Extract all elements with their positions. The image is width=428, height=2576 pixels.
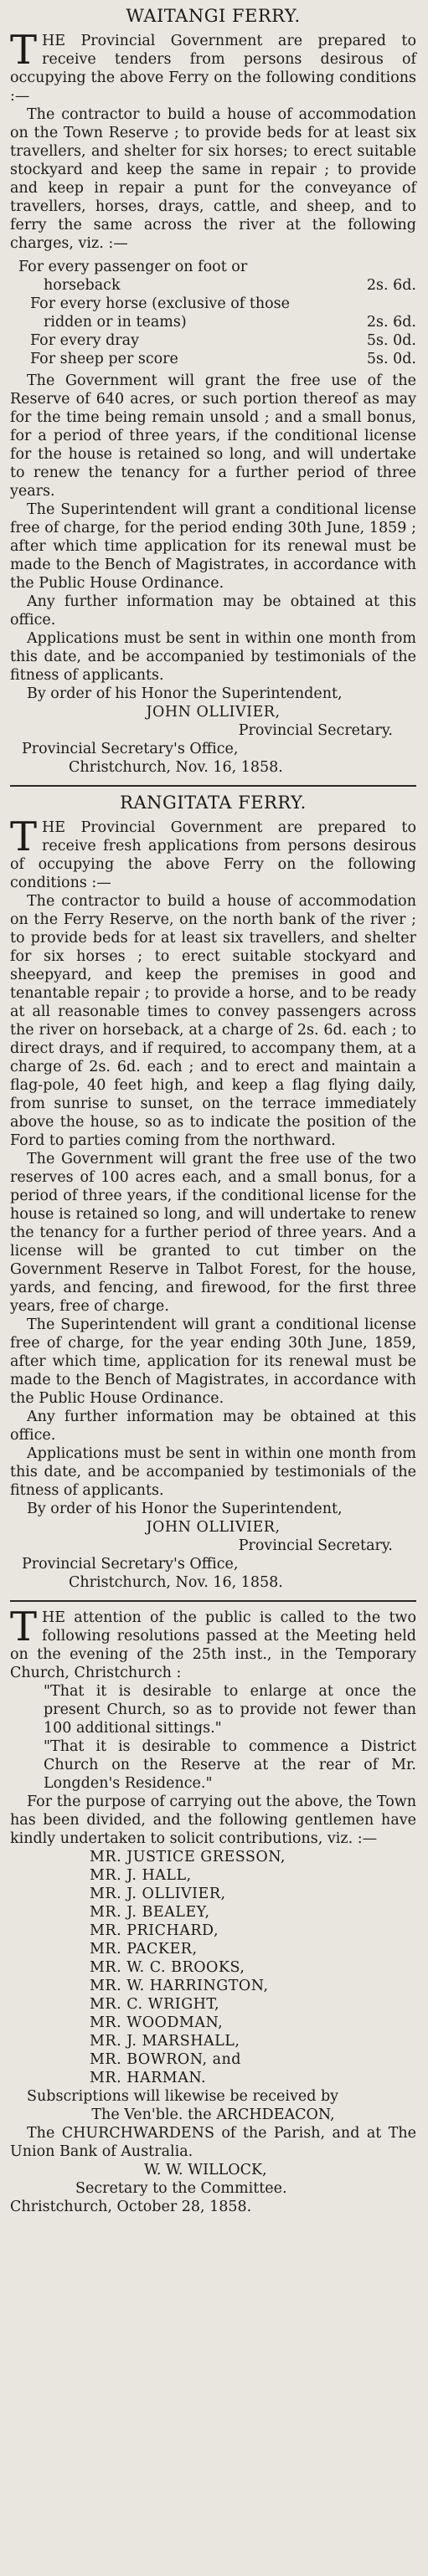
rangitata-ferry-notice: [10, 793, 416, 1592]
collector-name: MR. J. OLLIVIER,: [90, 1886, 226, 1902]
signer-name: JOHN OLLIVIER,: [146, 704, 281, 721]
office-line: Provincial Secretary's Office,: [22, 1556, 239, 1573]
collector-name: MR. J. BEALEY,: [90, 1904, 210, 1921]
charge-label: For every horse (exclusive of those: [30, 295, 290, 312]
charge-row: [18, 276, 416, 295]
notice-paragraph: Any further information may be obtained at this office.: [10, 1409, 416, 1444]
charge-label: For every dray: [30, 332, 139, 349]
notice-intro: [10, 1604, 416, 1682]
charge-row: [18, 258, 416, 276]
notice-intro: [10, 27, 416, 105]
drop-cap: T: [10, 1604, 38, 1650]
notice-paragraph: For the purpose of carrying out the above, the Town has been divided, and the following gentlemen have kindly undertaken to solicit contributions, viz. :—: [10, 1793, 416, 1847]
date-line: Christchurch, Nov. 16, 1858.: [69, 759, 283, 776]
charge-row: [18, 350, 416, 368]
collector-name: MR. W. HARRINGTON,: [90, 1978, 269, 1994]
charge-amount: 2s. 6d.: [366, 277, 416, 294]
collector-name: MR. PRICHARD,: [90, 1922, 219, 1939]
signer-title: Secretary to the Committee.: [75, 2180, 287, 2197]
notice-intro: [10, 813, 416, 892]
collector-list: [10, 1848, 416, 2087]
date-line: Christchurch, October 28, 1858.: [10, 2199, 252, 2215]
church-notice: [10, 1604, 416, 2216]
notice-paragraph: Applications must be sent in within one month from this date, and be accompanied by testimonials of the fitness of applicants.: [10, 630, 416, 684]
collector-name: MR. HARMAN.: [90, 2070, 207, 2086]
charge-row: [18, 295, 416, 313]
notice-paragraph: The contractor to build a house of accommodation on the Town Reserve ; to provide beds for at least six travellers, and shelter for six horses; to erect suitable stockyard and keep the same in repair ; to provide and keep in repair a punt for the conveyance of travellers, horses, drays, cattle, and sheep, and to ferry the same across the river at the following charges, viz. :—: [10, 106, 416, 252]
notice-paragraph: The Superintendent will grant a conditional license free of charge, for the year ending 30th June, 1859, after which time, application for its renewal must be made to the Bench of Magistrates, in accordance with the Public House Ordinance.: [10, 1316, 416, 1407]
charge-amount: 2s. 6d.: [366, 314, 416, 331]
signer-name: JOHN OLLIVIER,: [146, 1519, 281, 1536]
collector-name: MR. W. C. BROOKS,: [90, 1959, 245, 1976]
intro-text: HE Provincial Government are prepared to receive fresh applications from persons desirous of occupying the above Ferry on the following conditions :—: [10, 819, 416, 891]
notice-paragraph: The contractor to build a house of accommodation on the Ferry Reserve, on the north bank of the river ; to provide beds for at least six travellers, and shelter for six horses ; to erect suitable stockyard and sheepyard, and keep the premises in good and tenantable repair ; to provide a horse, and to be ready at all reasonable times to convey passengers across the river on horseback, at a charge of 2s. 6d. each ; to direct drays, and if required, to accompany them, at a charge of 2s. 6d. each ; and to erect and maintain a flag-pole, 40 feet high, and keep a flag flying daily, from sunrise to sunset, on the terrace immediately above the house, so as to indicate the position of the Ford to parties coming from the northward.: [10, 893, 416, 1149]
ferry-charges: [10, 258, 416, 368]
charge-label: ridden or in teams): [44, 314, 187, 331]
collector-name: MR. JUSTICE GRESSON,: [90, 1849, 286, 1865]
collector-name: MR. BOWRON, and: [90, 2051, 241, 2068]
divider: [10, 785, 416, 787]
order-line: By order of his Honor the Superintendent,: [27, 685, 343, 702]
notice-line: The Ven'ble. the ARCHDEACON,: [91, 2106, 335, 2123]
notice-title: WAITANGI FERRY.: [126, 6, 301, 26]
signer-title: Provincial Secretary.: [238, 722, 393, 739]
waitangi-ferry-notice: [10, 7, 416, 777]
notice-paragraph: The CHURCHWARDENS of the Parish, and at The Union Bank of Australia.: [10, 2125, 416, 2160]
resolution-quote: "That it is desirable to commence a District Church on the Reserve at the rear of Mr. Longden's Residence.": [44, 1738, 416, 1792]
resolution-quote: "That it is desirable to enlarge at once the present Church, so as to provide not fewer than 100 additional sittings.": [44, 1683, 416, 1737]
drop-cap: T: [10, 813, 38, 860]
collector-name: MR. PACKER,: [90, 1941, 198, 1958]
notice-paragraph: The Government will grant the free use of the Reserve of 640 acres, or such portion thereof as may for the time being remain unsold ; and a small bonus, for a period of three years, if the conditional license for the house is retained so long, and will undertake to renew the tenancy for a further period of three years.: [10, 372, 416, 500]
notice-paragraph: Any further information may be obtained at this office.: [10, 593, 416, 629]
charge-row: [18, 313, 416, 331]
notice-paragraph: Subscriptions will likewise be received by: [27, 2088, 339, 2105]
drop-cap: T: [10, 27, 38, 74]
intro-text: HE Provincial Government are prepared to receive tenders from persons desirous of occupying the above Ferry on the following conditions :—: [10, 33, 416, 105]
notice-title: RANGITATA FERRY.: [120, 793, 307, 813]
notice-paragraph: The Government will grant the free use of the two reserves of 100 acres each, and a small bonus, for a period of three years, if the conditional license for the house is retained so long, and will undertake to renew the tenancy for a further period of three years. And a license will be granted to cut timber on the Government Reserve in Talbot Forest, for the house, yards, and fencing, and firewood, for the first three years, free of charge.: [10, 1151, 416, 1315]
order-line: By order of his Honor the Superintendent,: [27, 1501, 343, 1517]
collector-name: MR. WOODMAN,: [90, 2014, 224, 2031]
date-line: Christchurch, Nov. 16, 1858.: [69, 1574, 283, 1591]
charge-row: [18, 331, 416, 350]
office-line: Provincial Secretary's Office,: [22, 741, 239, 757]
intro-text: HE attention of the public is called to the two following resolutions passed at the Meeting held on the evening of the 25th inst., in the Temporary Church, Christchurch :: [10, 1609, 416, 1681]
charge-label: horseback: [44, 277, 121, 294]
charge-amount: 5s. 0d.: [366, 332, 416, 349]
charge-label: For every passenger on foot or: [18, 259, 248, 275]
collector-name: MR. J. MARSHALL,: [90, 2033, 240, 2050]
charge-label: For sheep per score: [30, 351, 178, 367]
collector-name: MR. J. HALL,: [90, 1867, 192, 1884]
notice-paragraph: The Superintendent will grant a conditional license free of charge, for the period ending 30th June, 1859 ; after which time application for its renewal must be made to the Bench of Magistrates, in accordance with the Public House Ordinance.: [10, 501, 416, 592]
signer-name: W. W. WILLOCK,: [144, 2162, 267, 2178]
divider: [10, 1600, 416, 1602]
notice-paragraph: Applications must be sent in within one month from this date, and be accompanied by testimonials of the fitness of applicants.: [10, 1445, 416, 1499]
charge-amount: 5s. 0d.: [366, 351, 416, 367]
signer-title: Provincial Secretary.: [238, 1537, 393, 1554]
collector-name: MR. C. WRIGHT,: [90, 1996, 220, 2013]
